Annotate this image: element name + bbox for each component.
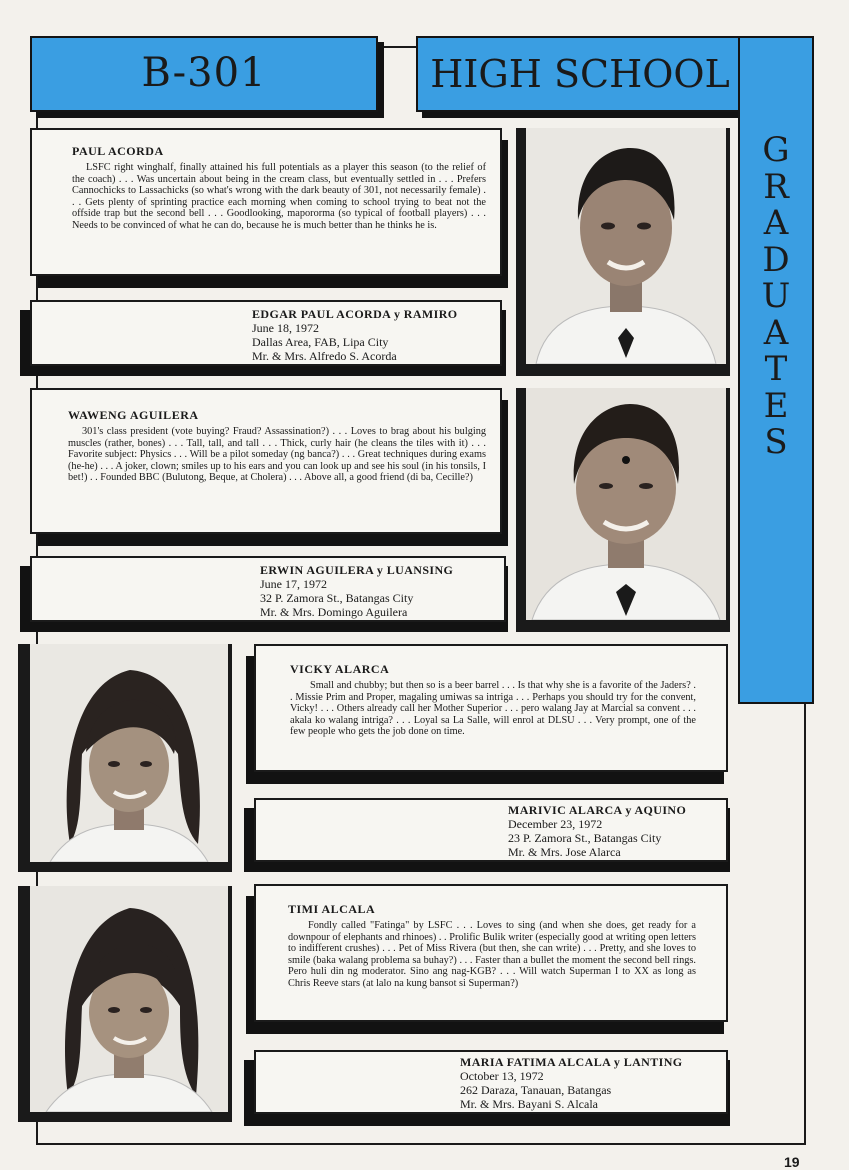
student-bio: 301's class president (vote buying? Fraud? Assassination?) . . . Loves to brag about his bulging muscles (rather, bones) . . . Tall, tall, and tall . . . Thick, curly hair (he cleans the tiles with it) . . . Favorite subject: Physics . . . Will be a pilot someday (ng banca?) . . . Great techniques during exams (he-he) . . . A joker, clown; smiles up to his ears and you can look up and see his soul (in his tonsils, I bet!) . . Founded BBC (Bulutong, Beque, at Cholera) . . . Above all, a good friend (di ba, Cecille?) [68, 426, 486, 484]
graduates-letter: E [763, 385, 789, 426]
student-parents: Mr. & Mrs. Domingo Aguilera [260, 605, 408, 619]
info-card [30, 300, 502, 366]
student-parents: Mr. & Mrs. Alfredo S. Acorda [252, 349, 397, 363]
portrait-image [526, 388, 726, 620]
student-address: 32 P. Zamora St., Batangas City [260, 591, 414, 605]
student-nickname: TIMI ALCALA [288, 902, 376, 916]
student-photo [30, 886, 228, 1112]
student-full-name: EDGAR PAUL ACORDA y RAMIRO [252, 307, 458, 321]
student-address: Dallas Area, FAB, Lipa City [252, 335, 389, 349]
student-full-name: ERWIN AGUILERA y LUANSING [260, 563, 454, 577]
student-bio: LSFC right winghalf, finally attained his full potentials as a player this season (to the relief of the coach) . . . Was uncertain about being in the cream class, but eventually settled in . . . Prefers Cannochicks to Lassachicks (so what's wrong with the dark beauty of 301, not necessarily female) . . . Gets plenty of sprinting practice each morning when coming to school trying to beat not the offside trap but the second bell . . . Goodlooking, mapororma (so typical of football players) . . . Needs to be convinced of what he can do, because he is much better than he thinks he is. [72, 162, 486, 231]
portrait-image [30, 644, 228, 862]
student-nickname: PAUL ACORDA [72, 144, 164, 158]
student-bio: Small and chubby; but then so is a beer barrel . . . Is that why she is a favorite of the Jaders? . . Missie Prim and Proper, magaling umiwas sa intriga . . . Perhaps you should try for the convent, Vicky! . . . Others already call her Mother Superior . . . pero walang Jay at Marcial sa convent . . . akala ko walang intriga? . . . Loyal sa La Salle, will enrol at DLSU . . . Very prompt, one of the few people who gets the job done on time. [290, 680, 696, 738]
section-header [30, 36, 378, 112]
portrait-image [526, 128, 726, 364]
frame-bottom-line [36, 1143, 806, 1145]
header-connector-line [378, 46, 418, 48]
student-birthdate: June 18, 1972 [252, 321, 319, 335]
info-card [254, 1050, 728, 1114]
student-birthdate: October 13, 1972 [460, 1069, 544, 1083]
graduates-letter: G [762, 130, 790, 170]
info-card [30, 556, 506, 622]
graduates-letter: U [761, 276, 791, 316]
graduates-vertical-title [740, 132, 812, 461]
student-address: 23 P. Zamora St., Batangas City [508, 831, 662, 845]
bio-card [30, 388, 502, 534]
student-bio: Fondly called "Fatinga" by LSFC . . . Loves to sing (and when she does, get ready for a downpour of elephants and rhinoes) . . Prolific Bulik writer (especially good at writing open letters to indifferent crushes) . . . Pet of Miss Rivera (but then, she can write) . . . Pretty, and she loves to smile (baka walang problema sa buhay?) . . . Faster than a bullet the moment the second bell rings. Pero huli din ng moderator. Sino ang nag-KGB? . . . Will watch Superman I to XX as long as Chris Reeve stars (at lalo na kung bansot si Superman?) [288, 920, 696, 989]
student-birthdate: June 17, 1972 [260, 577, 327, 591]
student-full-name: MARIA FATIMA ALCALA y LANTING [460, 1055, 683, 1069]
title-header [416, 36, 742, 112]
bio-card [254, 884, 728, 1022]
student-photo [526, 128, 726, 364]
graduates-banner [738, 36, 814, 704]
graduates-letter: S [764, 422, 788, 462]
student-nickname: WAWENG AGUILERA [68, 408, 199, 422]
bio-card [30, 128, 502, 276]
frame-right-line [804, 700, 806, 1145]
student-address: 262 Daraza, Tanauan, Batangas [460, 1083, 612, 1097]
student-parents: Mr. & Mrs. Jose Alarca [508, 845, 621, 859]
student-parents: Mr. & Mrs. Bayani S. Alcala [460, 1097, 598, 1111]
page-title: HIGH SCHOOL [430, 52, 730, 96]
section-title: B-301 [141, 50, 267, 96]
portrait-image [30, 886, 228, 1112]
info-card [254, 798, 728, 862]
page-number: 19 [784, 1154, 800, 1170]
student-full-name: MARIVIC ALARCA y AQUINO [508, 803, 687, 817]
graduates-letter: A [763, 203, 789, 243]
graduates-letter: D [762, 239, 790, 280]
student-photo [526, 388, 726, 620]
student-nickname: VICKY ALARCA [290, 662, 390, 676]
graduates-letter: R [763, 166, 789, 207]
bio-card [254, 644, 728, 772]
student-photo [30, 644, 228, 862]
graduates-letter: T [764, 349, 788, 389]
graduates-letter: A [763, 312, 789, 353]
student-birthdate: December 23, 1972 [508, 817, 603, 831]
